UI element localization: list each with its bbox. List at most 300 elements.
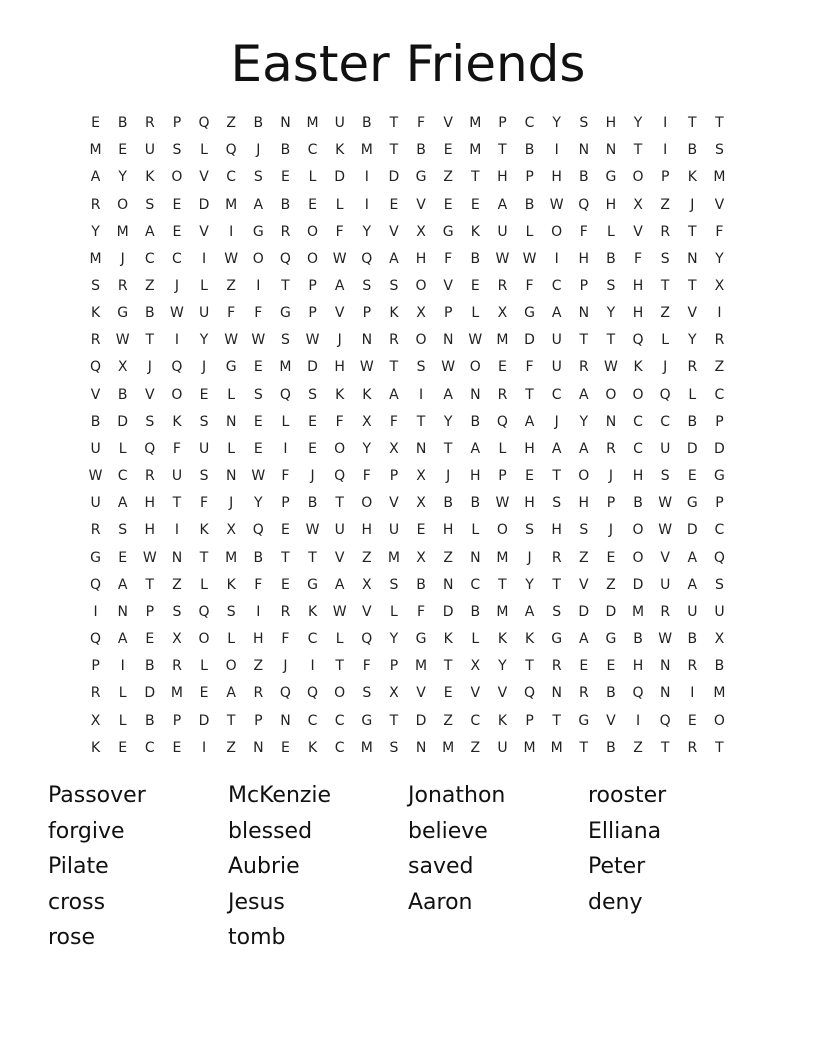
grid-row	[82, 463, 733, 490]
grid-letter: Q	[307, 685, 319, 702]
grid-letter: P	[91, 658, 100, 675]
grid-letter: J	[310, 468, 315, 485]
grid-letter: J	[256, 142, 261, 159]
grid-letter: I	[364, 169, 369, 186]
grid-letter: H	[632, 468, 644, 485]
grid-letter: X	[470, 658, 481, 675]
grid-letter: L	[200, 142, 208, 159]
grid-letter: O	[578, 468, 590, 485]
grid-letter: E	[308, 196, 317, 213]
grid-letter: R	[660, 223, 671, 240]
grid-letter: P	[525, 712, 534, 729]
grid-letter: M	[496, 549, 509, 566]
grid-letter: T	[471, 169, 480, 186]
grid-letter: F	[444, 250, 453, 267]
grid-letter: G	[415, 631, 427, 648]
grid-letter: A	[334, 576, 345, 593]
grid-letter: X	[714, 278, 725, 295]
grid-letter: E	[443, 196, 453, 213]
grid-letter: I	[174, 332, 179, 349]
grid-letter: V	[362, 603, 372, 620]
grid-letter: L	[227, 386, 236, 403]
grid-row	[82, 735, 733, 762]
grid-letter: Q	[90, 359, 102, 376]
grid-letter: T	[498, 576, 507, 593]
grid-letter: C	[307, 142, 318, 159]
grid-letter: S	[280, 332, 290, 349]
grid-row	[82, 680, 733, 707]
grid-letter: B	[145, 712, 155, 729]
grid-row	[82, 191, 733, 218]
grid-letter: N	[470, 386, 481, 403]
grid-letter: F	[715, 223, 724, 240]
grid-letter: P	[715, 413, 724, 430]
grid-letter: Y	[606, 305, 616, 322]
grid-letter: M	[116, 223, 129, 240]
grid-letter: T	[498, 142, 507, 159]
grid-letter: S	[552, 495, 562, 512]
grid-letter: D	[117, 413, 129, 430]
grid-letter: W	[88, 468, 103, 485]
grid-letter: Q	[144, 440, 156, 457]
grid-letter: N	[117, 603, 128, 620]
grid-letter: F	[389, 413, 398, 430]
grid-letter: O	[334, 685, 346, 702]
grid-letter: O	[632, 386, 644, 403]
grid-letter: F	[525, 278, 534, 295]
grid-letter: A	[579, 440, 589, 457]
grid-letter: C	[633, 440, 643, 457]
grid-letter: X	[416, 468, 426, 485]
grid-letter: R	[687, 739, 698, 756]
grid-letter: W	[224, 250, 239, 267]
grid-letter: C	[524, 115, 535, 132]
grid-letter: Q	[713, 549, 725, 566]
grid-letter: V	[606, 712, 616, 729]
grid-letter: I	[635, 712, 641, 729]
grid-letter: P	[389, 658, 399, 675]
grid-letter: M	[442, 739, 455, 756]
grid-letter: K	[307, 739, 318, 756]
grid-letter: Z	[470, 739, 481, 756]
grid-letter: L	[118, 440, 127, 457]
grid-letter: G	[252, 223, 264, 240]
grid-letter: U	[551, 359, 562, 376]
grid-letter: U	[198, 440, 210, 457]
grid-letter: Z	[145, 278, 155, 295]
grid-letter: B	[253, 549, 264, 566]
grid-letter: E	[253, 440, 263, 457]
word-list-item: saved	[408, 854, 474, 880]
grid-letter: O	[198, 631, 210, 648]
grid-letter: L	[471, 631, 480, 648]
grid-letter: H	[578, 250, 590, 267]
grid-letter: E	[470, 196, 480, 213]
grid-letter: L	[118, 685, 127, 702]
grid-letter: N	[415, 440, 427, 457]
grid-letter: T	[389, 712, 399, 729]
grid-letter: U	[497, 739, 508, 756]
grid-letter: C	[334, 712, 345, 729]
grid-row	[82, 110, 733, 137]
grid-letter: S	[145, 413, 155, 430]
grid-letter: G	[686, 495, 698, 512]
grid-letter: U	[171, 468, 183, 485]
grid-letter: Q	[524, 685, 536, 702]
grid-letter: V	[389, 495, 399, 512]
grid-letter: M	[415, 658, 428, 675]
grid-letter: C	[470, 576, 481, 593]
grid-letter: F	[362, 468, 371, 485]
grid-letter: W	[170, 305, 184, 322]
grid-letter: X	[362, 576, 372, 593]
grid-letter: Z	[253, 658, 264, 675]
grid-letter: L	[200, 658, 208, 675]
grid-letter: B	[524, 142, 535, 159]
grid-letter: A	[117, 495, 128, 512]
grid-letter: D	[578, 603, 590, 620]
grid-letter: B	[470, 250, 481, 267]
grid-letter: D	[632, 576, 644, 593]
grid-letter: P	[498, 468, 507, 485]
grid-letter: C	[307, 631, 318, 648]
grid-letter: Y	[633, 115, 643, 132]
grid-letter: R	[497, 278, 508, 295]
grid-letter: M	[387, 549, 400, 566]
grid-letter: F	[281, 631, 290, 648]
grid-letter: D	[334, 169, 346, 186]
grid-letter: D	[442, 603, 454, 620]
grid-letter: T	[525, 386, 534, 403]
grid-letter: I	[690, 685, 695, 702]
grid-letter: H	[578, 495, 590, 512]
grid-letter: G	[361, 712, 373, 729]
grid-letter: P	[308, 305, 317, 322]
grid-letter: W	[658, 495, 673, 512]
grid-letter: O	[252, 250, 264, 267]
grid-letter: I	[93, 603, 98, 620]
grid-letter: M	[713, 169, 726, 186]
grid-letter: S	[226, 603, 236, 620]
grid-letter: J	[120, 250, 125, 267]
grid-letter: X	[226, 522, 236, 539]
grid-letter: U	[714, 603, 725, 620]
grid-letter: H	[632, 658, 644, 675]
grid-letter: A	[524, 413, 535, 430]
grid-letter: Z	[443, 169, 453, 186]
grid-letter: L	[390, 603, 398, 620]
grid-row	[82, 490, 733, 517]
grid-letter: J	[229, 495, 234, 512]
grid-letter: E	[118, 739, 128, 756]
grid-letter: R	[389, 332, 399, 349]
grid-letter: R	[172, 658, 182, 675]
grid-letter: F	[200, 495, 209, 512]
grid-letter: V	[660, 549, 670, 566]
grid-letter: U	[90, 440, 101, 457]
grid-letter: V	[199, 169, 209, 186]
grid-letter: E	[118, 549, 128, 566]
grid-letter: X	[416, 305, 426, 322]
grid-letter: M	[170, 685, 183, 702]
grid-letter: B	[606, 685, 616, 702]
grid-letter: R	[551, 549, 562, 566]
grid-letter: P	[145, 603, 155, 620]
grid-letter: K	[226, 576, 236, 593]
grid-letter: I	[256, 603, 261, 620]
grid-letter: M	[469, 142, 482, 159]
grid-letter: P	[281, 495, 290, 512]
grid-letter: I	[663, 142, 668, 159]
grid-letter: O	[361, 495, 373, 512]
grid-letter: O	[415, 332, 427, 349]
word-list-item: forgive	[48, 818, 125, 844]
grid-letter: E	[525, 468, 534, 485]
grid-letter: X	[416, 495, 426, 512]
grid-letter: T	[226, 712, 236, 729]
grid-letter: B	[145, 658, 155, 675]
grid-letter: O	[605, 386, 617, 403]
grid-letter: L	[227, 631, 236, 648]
grid-row	[82, 626, 733, 653]
grid-letter: Y	[688, 332, 697, 349]
grid-letter: R	[660, 603, 671, 620]
grid-row	[82, 572, 733, 599]
grid-letter: H	[470, 468, 481, 485]
grid-letter: L	[335, 196, 344, 213]
grid-letter: V	[579, 576, 589, 593]
grid-letter: C	[307, 712, 318, 729]
grid-letter: E	[606, 549, 616, 566]
grid-letter: N	[280, 712, 291, 729]
grid-letter: E	[199, 386, 209, 403]
grid-letter: P	[525, 169, 534, 186]
grid-letter: W	[332, 603, 347, 620]
grid-letter: D	[686, 440, 698, 457]
grid-letter: O	[415, 278, 427, 295]
grid-letter: N	[415, 739, 427, 756]
grid-letter: T	[145, 576, 155, 593]
grid-letter: Q	[659, 712, 671, 729]
grid-letter: I	[201, 739, 207, 756]
grid-letter: K	[172, 413, 182, 430]
grid-letter: A	[117, 631, 128, 648]
grid-letter: J	[663, 359, 668, 376]
grid-letter: T	[660, 278, 670, 295]
grid-letter: W	[115, 332, 130, 349]
grid-letter: O	[307, 223, 319, 240]
grid-letter: O	[632, 522, 644, 539]
grid-letter: L	[471, 522, 480, 539]
grid-letter: X	[389, 685, 399, 702]
grid-letter: R	[551, 658, 562, 675]
grid-letter: K	[443, 631, 453, 648]
grid-letter: U	[144, 142, 155, 159]
grid-letter: S	[308, 386, 317, 403]
grid-letter: N	[578, 305, 590, 322]
grid-letter: H	[551, 169, 562, 186]
grid-letter: S	[389, 576, 399, 593]
grid-letter: P	[715, 495, 724, 512]
grid-letter: Q	[578, 196, 590, 213]
grid-letter: K	[497, 631, 508, 648]
grid-letter: L	[335, 631, 344, 648]
grid-letter: M	[469, 115, 482, 132]
grid-letter: V	[389, 223, 399, 240]
grid-letter: T	[281, 549, 290, 566]
grid-letter: S	[552, 603, 562, 620]
grid-letter: B	[470, 413, 481, 430]
grid-letter: E	[443, 142, 453, 159]
grid-letter: E	[281, 522, 290, 539]
word-list-item: cross	[48, 889, 106, 915]
grid-letter: K	[362, 386, 372, 403]
grid-letter: D	[198, 196, 210, 213]
grid-letter: H	[632, 305, 644, 322]
grid-row	[82, 327, 733, 354]
grid-letter: B	[687, 631, 698, 648]
grid-letter: J	[174, 278, 179, 295]
grid-letter: T	[715, 115, 724, 132]
grid-letter: S	[199, 413, 209, 430]
grid-letter: Q	[496, 413, 508, 430]
grid-letter: V	[334, 549, 345, 566]
grid-letter: L	[661, 332, 670, 349]
grid-letter: D	[415, 712, 427, 729]
grid-letter: S	[660, 468, 670, 485]
grid-letter: I	[717, 305, 722, 322]
grid-letter: T	[172, 495, 182, 512]
grid-letter: P	[606, 495, 616, 512]
grid-letter: S	[145, 196, 155, 213]
grid-letter: H	[144, 495, 156, 512]
grid-letter: E	[389, 196, 399, 213]
grid-row	[82, 436, 733, 463]
grid-letter: I	[310, 658, 315, 675]
grid-letter: B	[90, 413, 101, 430]
grid-letter: Y	[91, 223, 100, 240]
grid-letter: F	[634, 250, 643, 267]
grid-row	[82, 653, 733, 680]
grid-letter: M	[550, 739, 563, 756]
grid-letter: A	[579, 386, 589, 403]
grid-letter: A	[90, 169, 101, 186]
grid-letter: T	[688, 278, 697, 295]
grid-letter: K	[90, 305, 101, 322]
grid-letter: D	[307, 359, 318, 376]
grid-letter: M	[496, 603, 509, 620]
grid-letter: B	[606, 250, 616, 267]
grid-letter: B	[416, 142, 426, 159]
grid-letter: N	[225, 413, 237, 430]
grid-letter: O	[496, 522, 508, 539]
grid-letter: H	[442, 522, 454, 539]
grid-letter: T	[579, 739, 589, 756]
grid-letter: B	[253, 115, 264, 132]
grid-letter: Q	[659, 386, 671, 403]
grid-letter: S	[606, 278, 616, 295]
grid-row	[82, 599, 733, 626]
grid-letter: T	[715, 739, 724, 756]
grid-letter: N	[442, 576, 454, 593]
grid-letter: A	[226, 685, 236, 702]
grid-letter: K	[90, 739, 101, 756]
grid-letter: N	[361, 332, 373, 349]
grid-letter: T	[281, 278, 290, 295]
word-list-item: McKenzie	[228, 783, 332, 808]
grid-letter: A	[551, 305, 562, 322]
grid-letter: E	[199, 685, 209, 702]
grid-letter: C	[470, 712, 481, 729]
grid-letter: V	[714, 196, 725, 213]
grid-letter: I	[364, 196, 369, 213]
grid-letter: A	[389, 386, 399, 403]
grid-letter: U	[660, 576, 671, 593]
grid-letter: Z	[660, 305, 670, 322]
grid-letter: F	[417, 115, 426, 132]
word-list-item: rose	[48, 925, 96, 951]
grid-letter: R	[117, 278, 128, 295]
grid-letter: M	[89, 142, 102, 159]
grid-letter: E	[172, 223, 182, 240]
grid-letter: U	[687, 603, 698, 620]
grid-letter: E	[145, 631, 155, 648]
grid-letter: A	[579, 631, 589, 648]
grid-letter: Z	[714, 359, 725, 376]
grid-letter: M	[306, 115, 319, 132]
grid-letter: H	[334, 359, 345, 376]
grid-letter: T	[579, 332, 589, 349]
grid-letter: D	[388, 169, 400, 186]
grid-letter: W	[224, 332, 239, 349]
grid-letter: T	[389, 115, 399, 132]
grid-letter: P	[254, 712, 263, 729]
grid-letter: I	[554, 250, 559, 267]
grid-letter: S	[253, 169, 263, 186]
grid-letter: C	[633, 413, 643, 430]
grid-letter: J	[201, 359, 207, 376]
grid-letter: N	[605, 413, 617, 430]
grid-letter: O	[469, 359, 481, 376]
grid-letter: G	[578, 712, 590, 729]
grid-letter: L	[525, 223, 534, 240]
grid-letter: L	[471, 305, 480, 322]
grid-letter: Q	[632, 685, 644, 702]
grid-letter: S	[118, 522, 128, 539]
grid-letter: L	[281, 413, 290, 430]
grid-letter: E	[416, 522, 426, 539]
grid-letter: O	[307, 250, 319, 267]
grid-letter: Q	[252, 522, 264, 539]
grid-letter: P	[308, 278, 317, 295]
grid-letter: B	[443, 495, 453, 512]
word-list-item: Pilate	[48, 854, 109, 880]
grid-row	[82, 545, 733, 572]
grid-letter: M	[225, 549, 238, 566]
grid-letter: J	[527, 549, 532, 566]
grid-letter: U	[660, 440, 671, 457]
grid-letter: K	[687, 169, 697, 186]
grid-letter: R	[578, 359, 589, 376]
grid-letter: B	[117, 386, 128, 403]
word-list-item: believe	[408, 818, 488, 844]
grid-letter: P	[579, 278, 589, 295]
grid-row	[82, 517, 733, 544]
grid-letter: H	[605, 115, 617, 132]
grid-row	[82, 273, 733, 300]
grid-letter: O	[713, 712, 725, 729]
grid-letter: I	[174, 522, 179, 539]
